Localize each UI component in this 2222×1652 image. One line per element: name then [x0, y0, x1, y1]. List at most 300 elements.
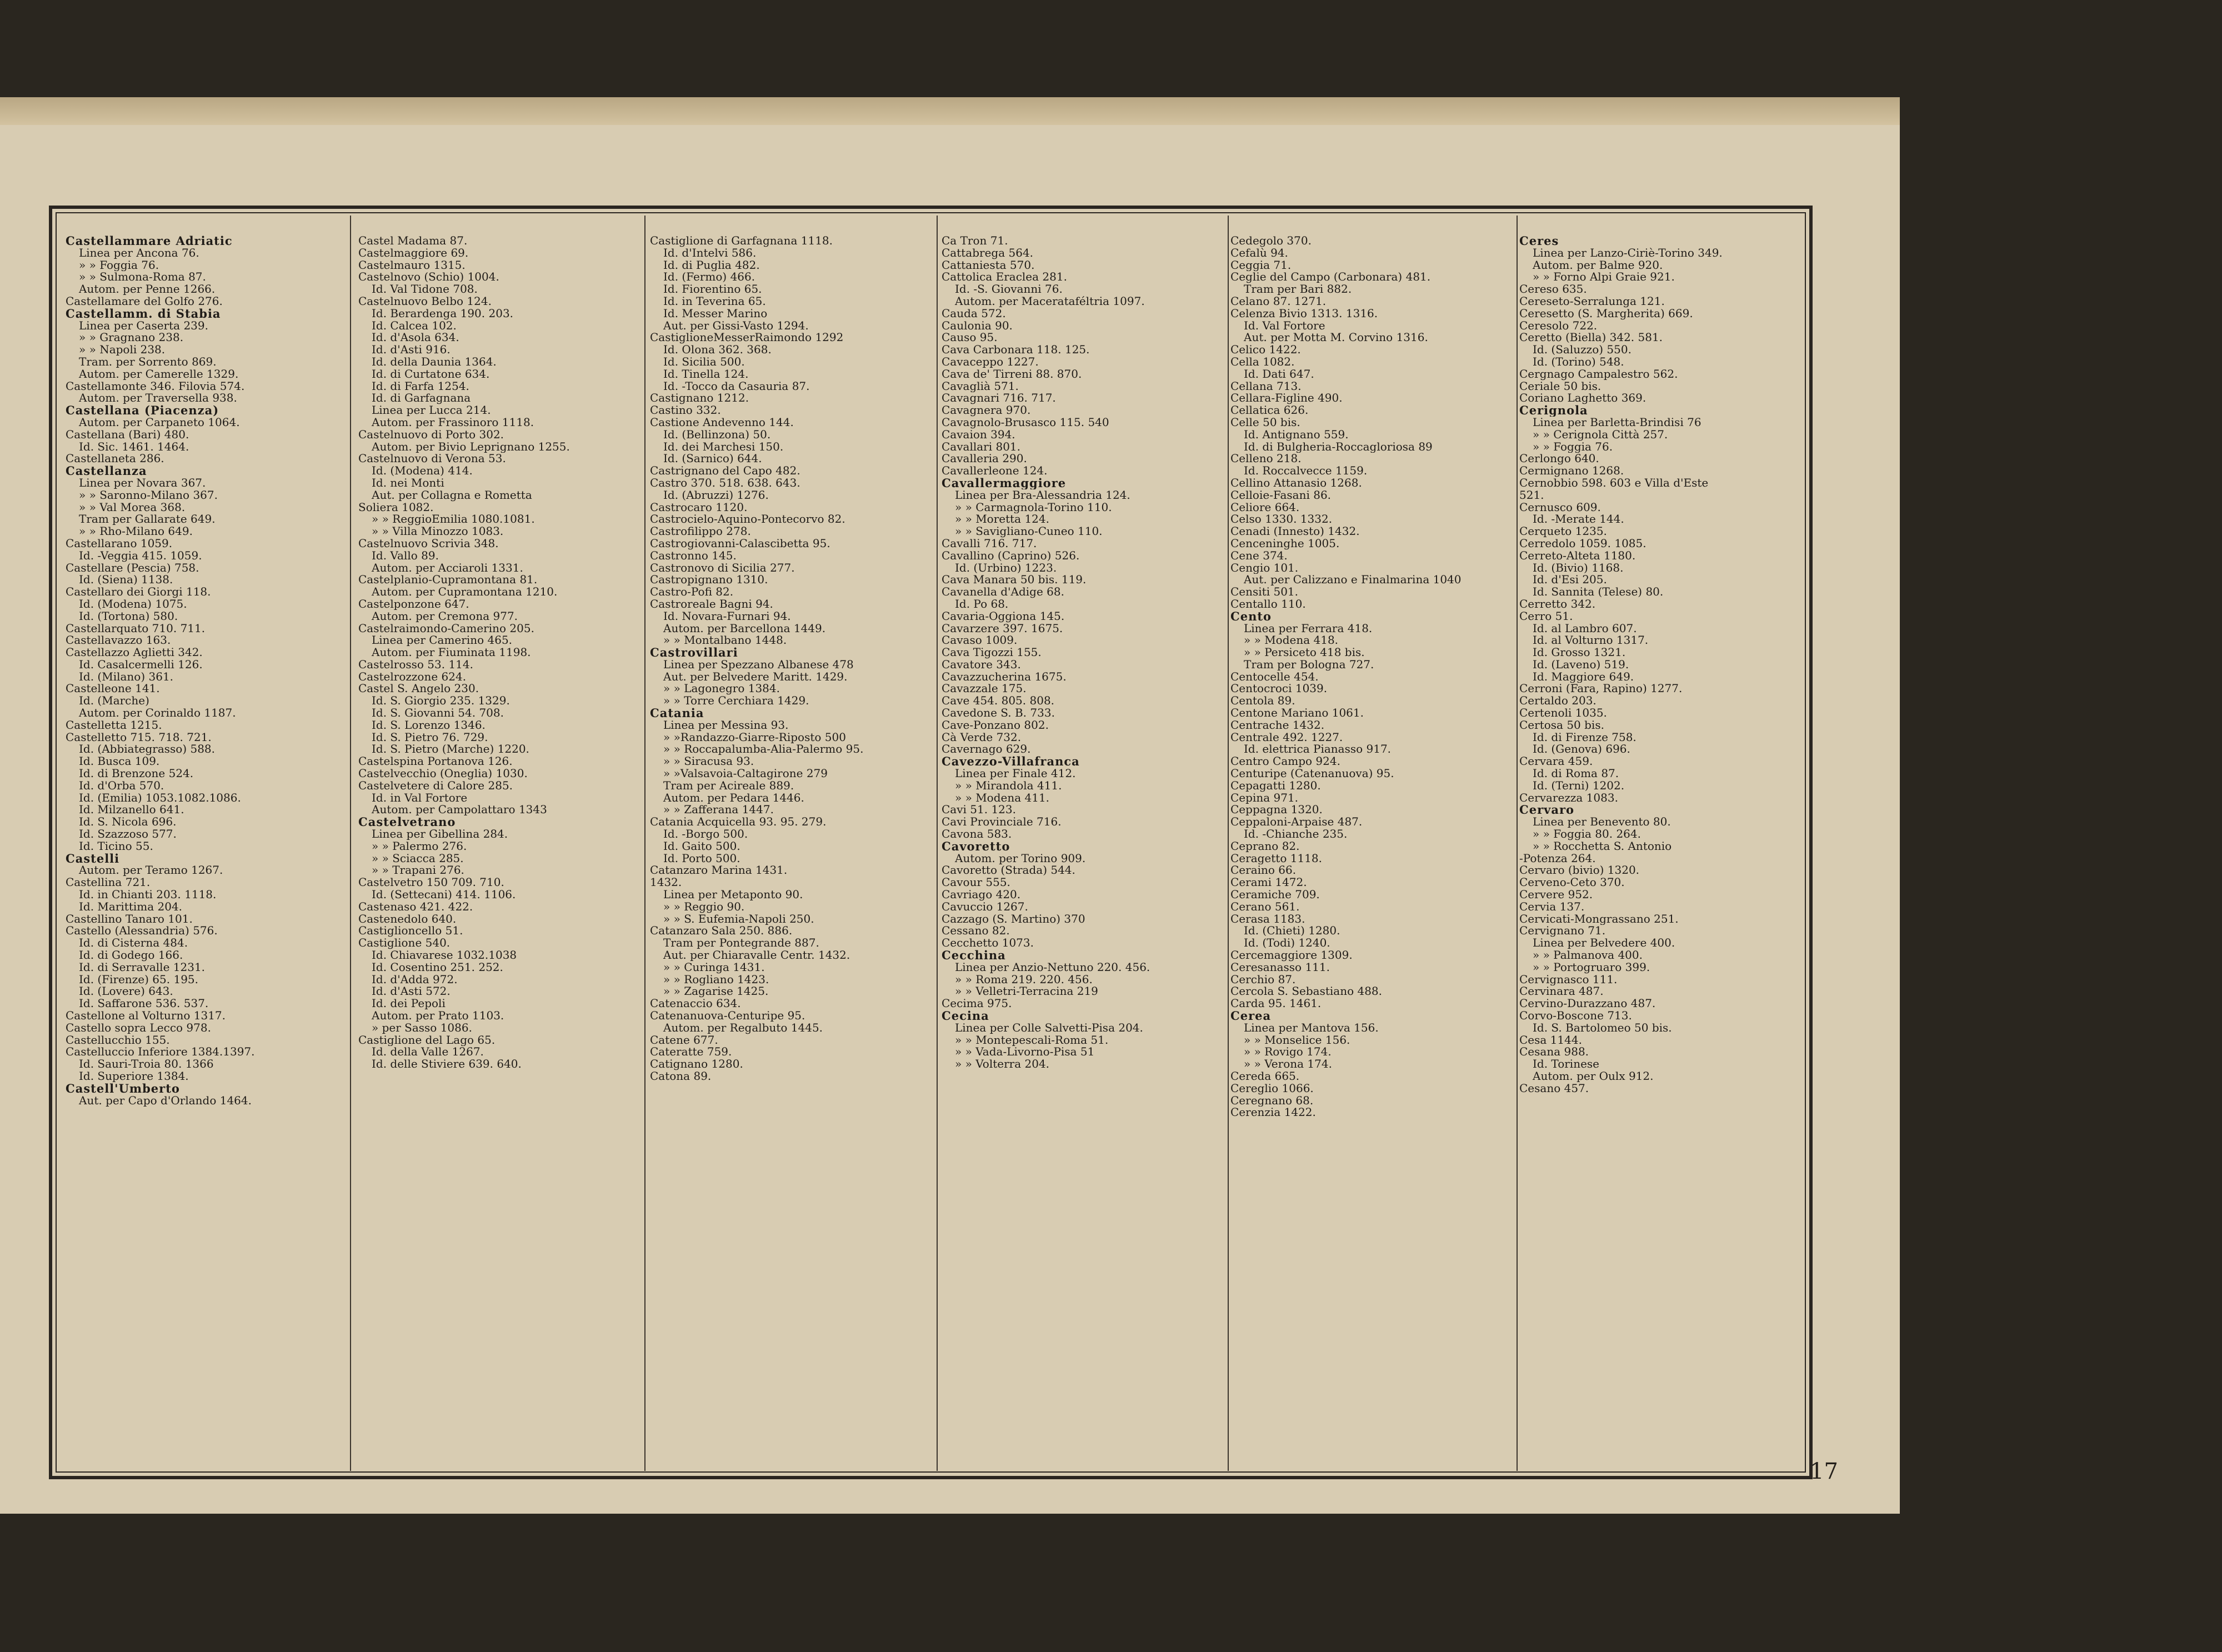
index-entry: Cerqueto 1235. — [1519, 525, 1607, 538]
index-entry: Id. (Milano) 361. — [79, 670, 174, 683]
index-entry: Cavaglià 571. — [942, 380, 1019, 393]
index-entry: Linea per Lanzo-Ciriè-Torino 349. — [1533, 247, 1723, 259]
index-entry: Centuripe (Catenanuova) 95. — [1230, 768, 1394, 780]
index-entry: » » Napoli 238. — [79, 344, 166, 356]
index-entry: Castelli — [66, 852, 120, 865]
index-entry: Id. (Siena) 1138. — [79, 574, 173, 587]
index-entry: Id. Superiore 1384. — [79, 1070, 189, 1083]
index-entry: » » Siracusa 93. — [663, 755, 754, 768]
index-entry: » »Randazzo-Giarre-Riposto 500 — [663, 731, 846, 744]
index-entry: » » Mirandola 411. — [955, 779, 1062, 792]
index-entry: Cerano 561. — [1230, 900, 1300, 913]
index-entry: Id. -Tocco da Casauria 87. — [663, 380, 810, 393]
index-entry: Id. di Puglia 482. — [663, 259, 760, 272]
index-entry: » » Zagarise 1425. — [663, 985, 769, 998]
index-entry: » » Portogruaro 399. — [1533, 961, 1650, 974]
index-entry: » » Rocchetta S. Antonio — [1533, 840, 1672, 853]
index-entry: » »Valsavoia-Caltagirone 279 — [663, 768, 828, 780]
index-entry: Ceriale 50 bis. — [1519, 380, 1602, 393]
index-entry: Castelvetere di Calore 285. — [358, 779, 513, 792]
index-entry: Aut. per Collagna e Rometta — [372, 489, 532, 502]
index-entry: Linea per Gibellina 284. — [372, 828, 508, 840]
index-entry: Id. Val Fortore — [1244, 319, 1325, 332]
index-entry: Castellazzo Aglietti 342. — [66, 647, 203, 659]
index-entry: Celiore 664. — [1230, 501, 1300, 514]
index-entry: Ceragetto 1118. — [1230, 852, 1322, 865]
index-entry: Cavalleria 290. — [942, 453, 1027, 465]
index-entry: Castione Andevenno 144. — [650, 416, 794, 429]
index-entry: Id. (Laveno) 519. — [1533, 658, 1629, 671]
index-entry: Id. d'Intelvi 586. — [663, 247, 757, 259]
index-entry: 521. — [1519, 489, 1544, 502]
index-entry: Cà Verde 732. — [942, 731, 1022, 744]
index-entry: Id. Maggiore 649. — [1533, 670, 1634, 683]
index-entry: Cavoretto — [942, 840, 1010, 853]
index-entry: Catanzaro Marina 1431. — [650, 864, 788, 877]
index-entry: Cerami 1472. — [1230, 877, 1307, 889]
index-entry: Ca Tron 71. — [942, 235, 1008, 247]
index-entry: Castrocaro 1120. — [650, 501, 748, 514]
index-entry: » » Modena 418. — [1244, 634, 1339, 647]
index-entry: Castignano 1212. — [650, 392, 749, 405]
index-entry: Id. delle Stiviere 639. 640. — [372, 1058, 522, 1070]
index-entry: Cella 1082. — [1230, 356, 1295, 368]
index-entry: Castiglione 540. — [358, 937, 451, 950]
index-entry: Castelnuovo di Porto 302. — [358, 428, 504, 441]
index-entry: Cava Carbonara 118. 125. — [942, 344, 1090, 356]
index-entry: Catene 677. — [650, 1034, 718, 1047]
index-entry: Id. di Brenzone 524. — [79, 768, 194, 780]
index-entry: Cavaion 394. — [942, 428, 1015, 441]
index-entry: Id. (Sarnico) 644. — [663, 453, 762, 465]
index-entry: Id. al Volturno 1317. — [1533, 634, 1649, 647]
index-entry: Caulonia 90. — [942, 319, 1013, 332]
index-entry: » » Val Morea 368. — [79, 501, 186, 514]
index-entry: Cergnago Campalestro 562. — [1519, 368, 1678, 381]
index-entry: Aut. per Gissi-Vasto 1294. — [663, 319, 809, 332]
index-entry: Castell'Umberto — [66, 1082, 180, 1095]
index-entry: Id. S. Pietro (Marche) 1220. — [372, 743, 529, 756]
index-entry: Ceretto (Biella) 342. 581. — [1519, 332, 1663, 344]
index-entry: » » Montalbano 1448. — [663, 634, 787, 647]
index-entry: Centocelle 454. — [1230, 670, 1319, 683]
index-entry: Cerretto 342. — [1519, 598, 1596, 610]
index-entry: Centro Campo 924. — [1230, 755, 1340, 768]
index-entry: Cave-Ponzano 802. — [942, 719, 1049, 732]
index-entry: Castro-Pofi 82. — [650, 586, 734, 598]
index-entry: Autom. per Teramo 1267. — [79, 864, 223, 877]
index-entry: Catania — [650, 707, 704, 719]
index-entry: Ceprano 82. — [1230, 840, 1300, 853]
index-entry: Catanzaro Sala 250. 886. — [650, 925, 793, 938]
index-entry: Tram per Bari 882. — [1244, 283, 1352, 296]
index-entry: Cavernago 629. — [942, 743, 1031, 756]
index-entry: Id. in Val Fortore — [372, 792, 468, 804]
index-entry: Linea per Barletta-Brindisi 76 — [1533, 416, 1701, 429]
index-entry: Castenedolo 640. — [358, 913, 457, 925]
index-entry: Id. S. Nicola 696. — [79, 816, 177, 829]
index-entry: Cerea — [1230, 1010, 1272, 1022]
index-entry: Tram. per Sorrento 869. — [79, 356, 217, 368]
index-entry: Id. Vallo 89. — [372, 549, 439, 562]
index-entry: Id. S. Bartolomeo 50 bis. — [1533, 1022, 1672, 1034]
index-entry: Id. di Roma 87. — [1533, 768, 1619, 780]
index-entry: Aut. per Motta M. Corvino 1316. — [1244, 332, 1428, 344]
index-entry: Cecchina — [942, 949, 1006, 962]
index-entry: Linea per Caserta 239. — [79, 319, 208, 332]
index-entry: Cerveno-Ceto 370. — [1519, 877, 1625, 889]
index-entry: Autom. per Cupramontana 1210. — [372, 586, 558, 598]
index-entry: Castelleone 141. — [66, 683, 160, 695]
index-entry: » » Gragnano 238. — [79, 332, 184, 344]
index-column-1 — [66, 235, 349, 1468]
index-entry: Autom. per Penne 1266. — [79, 283, 216, 296]
index-entry: Id. (Bivio) 1168. — [1533, 562, 1624, 574]
index-entry: Id. Busca 109. — [79, 755, 160, 768]
index-entry: Ceglie del Campo (Carbonara) 481. — [1230, 271, 1431, 284]
index-entry: Cavuccio 1267. — [942, 900, 1028, 913]
index-entry: Castiglione di Garfagnana 1118. — [650, 235, 833, 247]
index-entry: Castelvetro 150 709. 710. — [358, 877, 504, 889]
index-entry: Id. S. Giovanni 54. 708. — [372, 707, 504, 719]
index-entry: Autom. per Bivio Leprignano 1255. — [372, 440, 570, 453]
index-entry: » » Foggia 76. — [79, 259, 159, 272]
index-entry: Id. di Godego 166. — [79, 949, 183, 962]
index-entry: » » Verona 174. — [1244, 1058, 1332, 1070]
index-entry: Cereseto-Serralunga 121. — [1519, 295, 1665, 308]
index-entry: » » Modena 411. — [955, 792, 1050, 804]
index-entry: Castelrozzone 624. — [358, 670, 467, 683]
index-entry: Id. Chiavarese 1032.1038 — [372, 949, 517, 962]
index-entry: Id. Fiorentino 65. — [663, 283, 762, 296]
index-entry: Id. (Tortona) 580. — [79, 610, 178, 623]
index-entry: Certaldo 203. — [1519, 695, 1597, 708]
index-entry: » » Persiceto 418 bis. — [1244, 647, 1365, 659]
index-entry: Autom. per Balme 920. — [1533, 259, 1663, 272]
index-entry: » » Villa Minozzo 1083. — [372, 525, 504, 538]
index-entry: Linea per Lucca 214. — [372, 404, 491, 417]
index-entry: Autom. per Traversella 938. — [79, 392, 237, 405]
index-entry: Cereso 635. — [1519, 283, 1587, 296]
index-entry: Id. Sic. 1461. 1464. — [79, 440, 189, 453]
index-entry: Id. (Lovere) 643. — [79, 985, 173, 998]
index-entry: Autom. per Fiuminata 1198. — [372, 647, 531, 659]
index-entry: Castino 332. — [650, 404, 721, 417]
index-entry: Id. Val Tidone 708. — [372, 283, 478, 296]
index-entry: » » Savigliano-Cuneo 110. — [955, 525, 1103, 538]
index-entry: Cerignola — [1519, 404, 1588, 417]
index-entry: Cento — [1230, 610, 1272, 623]
index-entry: » » Sulmona-Roma 87. — [79, 271, 206, 284]
index-column-6 — [1519, 235, 1803, 1468]
index-entry: Cesano 457. — [1519, 1082, 1589, 1095]
index-entry: Ceresetto (S. Margherita) 669. — [1519, 307, 1693, 320]
index-entry: Castelnuovo Belbo 124. — [358, 295, 492, 308]
index-entry: Linea per Camerino 465. — [372, 634, 513, 647]
index-entry: Id. d'Orba 570. — [79, 779, 164, 792]
index-entry: Castrogiovanni-Calascibetta 95. — [650, 537, 830, 550]
index-entry: Castello (Alessandria) 576. — [66, 925, 218, 938]
index-entry: Linea per Ferrara 418. — [1244, 622, 1373, 635]
index-entry: Id. di Firenze 758. — [1533, 731, 1637, 744]
index-entry: Linea per Spezzano Albanese 478 — [663, 658, 854, 671]
index-entry: Ceraino 66. — [1230, 864, 1297, 877]
index-entry: Cavoretto (Strada) 544. — [942, 864, 1075, 877]
index-entry: Castelnuovo Scrivia 348. — [358, 537, 499, 550]
index-entry: Id. (Marche) — [79, 695, 149, 708]
index-entry: Id. Antignano 559. — [1244, 428, 1349, 441]
index-entry: Id. in Chianti 203. 1118. — [79, 889, 217, 901]
index-entry: Castelnovo (Schio) 1004. — [358, 271, 499, 284]
index-entry: Cavagnolo-Brusasco 115. 540 — [942, 416, 1109, 429]
index-column-2 — [358, 235, 642, 1468]
index-entry: Linea per Bra-Alessandria 124. — [955, 489, 1130, 502]
index-entry: Linea per Metaponto 90. — [663, 889, 803, 901]
index-entry: Id. dei Pepoli — [372, 998, 446, 1010]
index-entry: Id. (Abbiategrasso) 588. — [79, 743, 216, 756]
index-entry: Id. -Chianche 235. — [1244, 828, 1348, 840]
index-entry: Cauda 572. — [942, 307, 1006, 320]
index-entry: Ceregnano 68. — [1230, 1094, 1314, 1107]
index-entry: Id. (Chieti) 1280. — [1244, 925, 1340, 938]
index-entry: Castropignano 1310. — [650, 574, 768, 587]
index-entry: Id. (Modena) 414. — [372, 465, 473, 477]
index-entry: Cerroni (Fara, Rapino) 1277. — [1519, 683, 1683, 695]
index-entry: Id. d'Asti 572. — [372, 985, 451, 998]
index-entry: » » Volterra 204. — [955, 1058, 1050, 1070]
index-entry: Cerenzia 1422. — [1230, 1107, 1316, 1119]
index-entry: Tram per Acireale 889. — [663, 779, 794, 792]
index-entry: Catona 89. — [650, 1070, 712, 1083]
index-entry: » » Foggia 76. — [1533, 440, 1613, 453]
index-entry: Id. -Merate 144. — [1533, 513, 1624, 526]
index-entry: Id. Po 68. — [955, 598, 1009, 610]
index-entry: Castrovillari — [650, 647, 738, 659]
index-entry: Id. Berardenga 190. 203. — [372, 307, 514, 320]
index-entry: Id. (Bellinzona) 50. — [663, 428, 771, 441]
index-entry: Id. elettrica Pianasso 917. — [1244, 743, 1392, 756]
index-entry: Cercemaggiore 1309. — [1230, 949, 1353, 962]
index-entry: » » Cerignola Città 257. — [1533, 428, 1668, 441]
index-entry: Cave 454. 805. 808. — [942, 695, 1055, 708]
index-entry: Id. (Urbino) 1223. — [955, 562, 1057, 574]
index-entry: Cervia 137. — [1519, 900, 1585, 913]
index-entry: Cene 374. — [1230, 549, 1288, 562]
index-entry: » » Moretta 124. — [955, 513, 1049, 526]
index-entry: Cavalli 716. 717. — [942, 537, 1037, 550]
index-entry: » » S. Eufemia-Napoli 250. — [663, 913, 814, 925]
index-entry: » per Sasso 1086. — [372, 1022, 472, 1034]
index-entry: Castellino Tanaro 101. — [66, 913, 193, 925]
index-entry: Id. -Borgo 500. — [663, 828, 748, 840]
index-entry: Celso 1330. 1332. — [1230, 513, 1333, 526]
index-entry: Cavallino (Caprino) 526. — [942, 549, 1080, 562]
index-entry: Id. Grosso 1321. — [1533, 647, 1626, 659]
index-entry: Coriano Laghetto 369. — [1519, 392, 1647, 405]
index-entry: Id. (Fermo) 466. — [663, 271, 755, 284]
index-entry: Celico 1422. — [1230, 344, 1301, 356]
index-entry: Id. -Veggia 415. 1059. — [79, 549, 202, 562]
index-entry: Castellana (Bari) 480. — [66, 428, 189, 441]
index-entry: Id. S. Lorenzo 1346. — [372, 719, 486, 732]
index-entry: Id. (Torino) 548. — [1533, 356, 1624, 368]
index-entry: Cengio 101. — [1230, 562, 1299, 574]
index-entry: Id. d'Asti 916. — [372, 344, 451, 356]
index-entry: » » ReggioEmilia 1080.1081. — [372, 513, 535, 526]
index-entry: Celleno 218. — [1230, 453, 1302, 465]
index-entry: Cazzago (S. Martino) 370 — [942, 913, 1085, 925]
index-entry: » » Rogliano 1423. — [663, 973, 769, 986]
index-entry: Id. Sicilia 500. — [663, 356, 745, 368]
index-entry: » » Forno Alpi Graie 921. — [1533, 271, 1675, 284]
index-entry: Cattabrega 564. — [942, 247, 1034, 259]
index-entry: Linea per Benevento 80. — [1533, 816, 1671, 829]
index-entry: Autom. per Acciaroli 1331. — [372, 562, 523, 574]
index-entry: Cavanella d'Adige 68. — [942, 586, 1064, 598]
index-entry: Castellammare Adriatic — [66, 235, 233, 247]
index-entry: Id. di Farfa 1254. — [372, 380, 469, 393]
index-entry: » » Reggio 90. — [663, 900, 745, 913]
index-entry: Id. (Emilia) 1053.1082.1086. — [79, 792, 241, 804]
index-entry: Centone Mariano 1061. — [1230, 707, 1364, 719]
index-entry: » » Palermo 276. — [372, 840, 467, 853]
index-entry: Autom. per Prato 1103. — [372, 1010, 504, 1022]
index-entry: Id. Sannita (Telese) 80. — [1533, 586, 1664, 598]
index-entry: Id. dei Marchesi 150. — [663, 440, 784, 453]
index-entry: Cefalù 94. — [1230, 247, 1288, 259]
index-entry: Castelspina Portanova 126. — [358, 755, 513, 768]
index-entry: » » Vada-Livorno-Pisa 51 — [955, 1046, 1095, 1059]
page-number: 17 — [1810, 1459, 1838, 1484]
index-entry: Id. d'Esi 205. — [1533, 574, 1607, 587]
index-entry: » » Sciacca 285. — [372, 852, 464, 865]
index-entry: Ceramiche 709. — [1230, 889, 1320, 901]
index-entry: Cavagnera 970. — [942, 404, 1031, 417]
index-entry: Cervaro — [1519, 804, 1575, 817]
index-entry: Castiglione del Lago 65. — [358, 1034, 496, 1047]
index-entry: Castellamare del Golfo 276. — [66, 295, 223, 308]
index-entry: Id. (Genova) 696. — [1533, 743, 1630, 756]
index-entry: Centallo 110. — [1230, 598, 1306, 610]
index-entry: Cavatore 343. — [942, 658, 1021, 671]
index-entry: Cereglio 1066. — [1230, 1082, 1314, 1095]
index-entry: Castelluccio Inferiore 1384.1397. — [66, 1046, 255, 1059]
index-entry: Cernobbio 598. 603 e Villa d'Este — [1519, 477, 1709, 489]
index-entry: Celle 50 bis. — [1230, 416, 1300, 429]
index-entry: Castellucchio 155. — [66, 1034, 170, 1047]
index-entry: Id. Olona 362. 368. — [663, 344, 772, 356]
index-entry: Cesana 988. — [1519, 1046, 1589, 1059]
column-rule — [644, 216, 645, 1471]
index-entry: Castelmauro 1315. — [358, 259, 466, 272]
index-entry: Id. Saffarone 536. 537. — [79, 998, 209, 1010]
index-entry: Linea per Messina 93. — [663, 719, 789, 732]
index-entry: Cattolica Eraclea 281. — [942, 271, 1067, 284]
index-entry: Cenadi (Innesto) 1432. — [1230, 525, 1360, 538]
index-entry: Id. Porto 500. — [663, 852, 740, 865]
index-entry: Ceres — [1519, 235, 1559, 247]
index-entry: Cavallerleone 124. — [942, 465, 1048, 477]
index-entry: Cellana 713. — [1230, 380, 1302, 393]
index-entry: Id. (Abruzzi) 1276. — [663, 489, 769, 502]
index-entry: Celloie-Fasani 86. — [1230, 489, 1332, 502]
index-entry: » » Montepescali-Roma 51. — [955, 1034, 1109, 1047]
index-entry: » » Curinga 1431. — [663, 961, 765, 974]
index-entry: Cervere 952. — [1519, 889, 1593, 901]
index-entry: Cavallermaggiore — [942, 477, 1067, 489]
index-entry: Autom. per Corinaldo 1187. — [79, 707, 236, 719]
index-entry: Castelponzone 647. — [358, 598, 469, 610]
index-entry: » » Lagonegro 1384. — [663, 683, 780, 695]
index-entry: Causo 95. — [942, 332, 998, 344]
index-entry: CastiglioneMesserRaimondo 1292 — [650, 332, 844, 344]
index-entry: Castronno 145. — [650, 549, 737, 562]
index-entry: Castrofilippo 278. — [650, 525, 751, 538]
index-entry: Cava Manara 50 bis. 119. — [942, 574, 1087, 587]
index-entry: Castronovo di Sicilia 277. — [650, 562, 795, 574]
index-entry: Cavazzale 175. — [942, 683, 1027, 695]
index-entry: Id. Torinese — [1533, 1058, 1600, 1070]
index-entry: Cermignano 1268. — [1519, 465, 1624, 477]
index-entry: Autom. per Campolattaro 1343 — [372, 804, 547, 817]
index-entry: Castroreale Bagni 94. — [650, 598, 773, 610]
index-entry: Castellana (Piacenza) — [66, 404, 219, 417]
index-entry: Cava de' Tirreni 88. 870. — [942, 368, 1082, 381]
index-entry: Autom. per Barcellona 1449. — [663, 622, 826, 635]
index-entry: Cerredolo 1059. 1085. — [1519, 537, 1647, 550]
index-entry: Id. d'Asola 634. — [372, 332, 459, 344]
index-entry: Cavona 583. — [942, 828, 1012, 840]
column-rule — [350, 216, 351, 1471]
index-entry: Id. Casalcermelli 126. — [79, 658, 203, 671]
index-entry: Castelmaggiore 69. — [358, 247, 469, 259]
index-entry: Aut. per Capo d'Orlando 1464. — [79, 1094, 252, 1107]
index-entry: Autom. per Camerelle 1329. — [79, 368, 239, 381]
index-entry: Castelnuovo di Verona 53. — [358, 453, 506, 465]
column-rule — [1517, 216, 1518, 1471]
index-entry: Celano 87. 1271. — [1230, 295, 1327, 308]
index-entry: Cateratte 759. — [650, 1046, 732, 1059]
index-entry: Linea per Anzio-Nettuno 220. 456. — [955, 961, 1150, 974]
index-column-3 — [650, 235, 933, 1468]
index-entry: » » Rovigo 174. — [1244, 1046, 1332, 1059]
index-entry: Castellone al Volturno 1317. — [66, 1010, 226, 1022]
index-entry: Id. Dati 647. — [1244, 368, 1314, 381]
index-entry: Id. Milzanello 641. — [79, 804, 184, 817]
index-entry: Cellara-Figline 490. — [1230, 392, 1343, 405]
index-entry: Catignano 1280. — [650, 1058, 743, 1070]
index-column-4 — [942, 235, 1225, 1468]
index-entry: Centocroci 1039. — [1230, 683, 1328, 695]
index-entry: Cavarzere 397. 1675. — [942, 622, 1063, 635]
index-entry: » » Roccapalumba-Alia-Palermo 95. — [663, 743, 864, 756]
index-entry: Id. di Serravalle 1231. — [79, 961, 206, 974]
index-entry: Certosa 50 bis. — [1519, 719, 1604, 732]
index-entry: » » Palmanova 400. — [1533, 949, 1643, 962]
index-entry: Ceppaloni-Arpaise 487. — [1230, 816, 1363, 829]
index-entry: Cecina — [942, 1010, 989, 1022]
index-entry: Cava Tigozzi 155. — [942, 647, 1042, 659]
index-entry: Cepina 971. — [1230, 792, 1299, 804]
index-entry: Centola 89. — [1230, 695, 1295, 708]
index-entry: Cessano 82. — [942, 925, 1010, 938]
index-entry: Linea per Finale 412. — [955, 768, 1076, 780]
index-entry: Id. Novara-Furnari 94. — [663, 610, 791, 623]
index-entry: Id. S. Giorgio 235. 1329. — [372, 695, 510, 708]
index-entry: Id. (Settecani) 414. 1106. — [372, 889, 516, 901]
index-entry: Castelletto 715. 718. 721. — [66, 731, 212, 744]
index-entry: Id. (Modena) 1075. — [79, 598, 187, 610]
